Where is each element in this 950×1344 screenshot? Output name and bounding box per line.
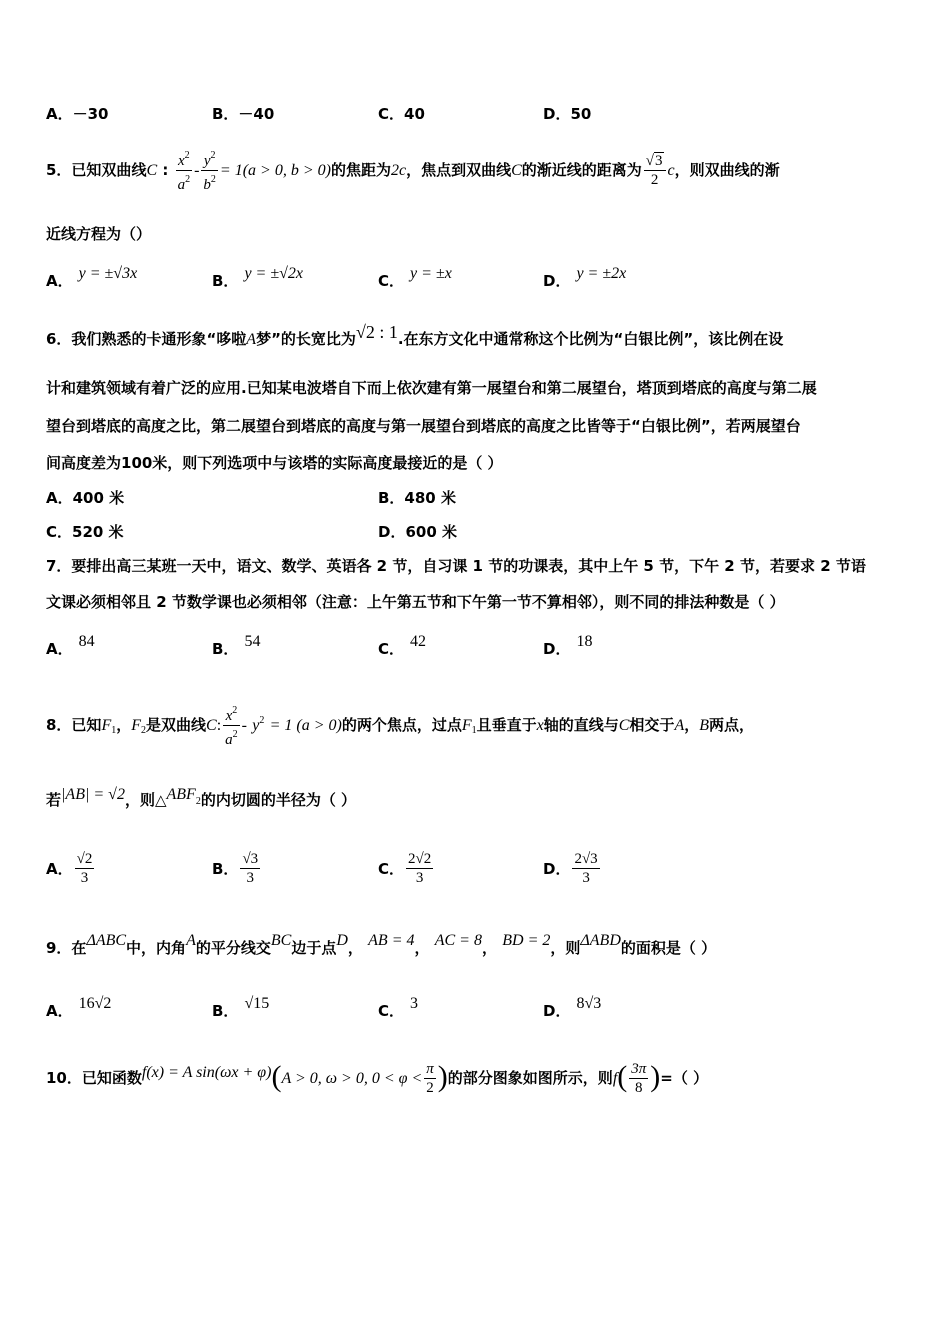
- q7-line2: 文课必须相邻且 2 节数学课也必须相邻（注意：上午第五节和下午第一节不算相邻），则不同的排法种数是（ ）: [46, 593, 785, 611]
- q4-option-d: D．50: [543, 105, 592, 123]
- q9-option-a: A． 16√2: [46, 995, 112, 1020]
- q5-option-a: A． y = ±√3x: [46, 265, 138, 290]
- q8-option-d: D． $\frac{2√3}{3}$: [543, 851, 598, 886]
- q6-option-c: C．520 米: [46, 523, 124, 541]
- q8-option-c: C． $\frac{2√2}{3}$: [378, 851, 432, 886]
- q7-option-a: A． 84: [46, 633, 95, 658]
- q6-line4: 间高度差为100米，则下列选项中与该塔的实际高度最接近的是（ ）: [46, 454, 503, 472]
- q5-frac-dist: $\frac{√3}{2}$: [644, 152, 666, 189]
- q5-t3: 的渐近线的距离为: [521, 161, 642, 179]
- q6-line2: 计和建筑领域有着广泛的应用.已知某电波塔自下而上依次建有第一展望台和第二展望台，塔顶到塔底的高度与第二展: [46, 379, 817, 397]
- q7-option-d: D． 18: [543, 633, 593, 658]
- q9-option-d: D． 8√3: [543, 995, 602, 1020]
- q10-cond: A > 0, ω > 0, 0 < φ <: [281, 1070, 423, 1087]
- q9-line1: 9．在ΔABC中，内角A的平分线交BC边于点D， AB = 4， AC = 8， BD = 2，则ΔABD的面积是（ ）: [46, 932, 717, 957]
- q6-ratio: √2 : 1: [355, 322, 398, 342]
- q6-option-d: D．600 米: [378, 523, 457, 541]
- q7-line1: 7．要排出高三某班一天中，语文、数学、英语各 2 节，自习课 1 节的功课表，其中上午 5 节，下午 2 节，若要求 2 节语: [46, 557, 866, 575]
- q6-line1: 6．我们熟悉的卡通形象“哆啦A梦”的长宽比为√2 : 1.在东方文化中通常称这个比例为“白银比例”，该比例在设: [46, 322, 784, 348]
- q5-frac-y: $\frac{y^2}{b^2}$: [201, 147, 218, 194]
- q5-t1: 的焦距为: [330, 161, 391, 179]
- q8-line1: 8．已知$F_1$，$F_2$是双曲线C: $\frac{x^2}{a^2}$ - $y^2 = 1$ (a > 0)的两个焦点，过点$F_1$且垂直于x轴的直线与C相交于A，B两点，: [46, 702, 754, 749]
- q4-option-c: C．40: [378, 105, 425, 123]
- q5-curve: C: [146, 162, 158, 179]
- q5-option-b: B． y = ±√2x: [212, 265, 303, 290]
- q9-option-c: C． 3: [378, 995, 419, 1020]
- q6-option-a: A．400 米: [46, 489, 125, 507]
- q6-line3: 望台到塔底的高度之比，第二展望台到塔底的高度与第一展望台到塔底的高度之比皆等于“白银比例”，若两展望台: [46, 417, 801, 435]
- q5-t4: ，则双曲线的渐: [674, 161, 780, 179]
- q7-option-b: B． 54: [212, 633, 261, 658]
- q8-frac: $\frac{x^2}{a^2}$: [223, 702, 240, 749]
- q10-line1: 10．已知函数f(x) = A sin(ωx + φ)(A > 0, ω > 0, 0 < φ < $\frac{\pi}{2}$ )的部分图象如图所示，则f( $\frac{3\pi}{8}$ )=（ ）: [46, 1059, 709, 1096]
- q8-option-a: A． $\frac{√2}{3}$: [46, 851, 93, 886]
- q5-line2: 近线方程为（）: [46, 225, 152, 243]
- q5-2c: 2c: [390, 162, 407, 179]
- q5-t2: ，焦点到双曲线: [406, 161, 512, 179]
- q8-line2: 若|AB| = √2，则$\triangle ABF_2$的内切圆的半径为（ ）: [46, 786, 357, 809]
- q6-option-b: B．480 米: [378, 489, 456, 507]
- q5-cond: = 1(a > 0, b > 0): [219, 162, 331, 179]
- q5-option-c: C． y = ±x: [378, 265, 452, 290]
- q10-func: f(x) = A sin(ωx + φ): [141, 1064, 272, 1081]
- q9-option-b: B． √15: [212, 995, 270, 1020]
- q5-prefix: 5．已知双曲线: [46, 161, 147, 179]
- q5-frac-x: $\frac{x^2}{a^2}$: [176, 147, 193, 194]
- q5-option-d: D． y = ±2x: [543, 265, 627, 290]
- q4-option-a: A．－30: [46, 105, 109, 123]
- q5-line1: 5．已知双曲线C : $\frac{x^2}{a^2}$ - $\frac{y^2}{b^2}$ = 1(a > 0, b > 0)的焦距为2c，焦点到双曲线C的渐近线的距离为 $\frac{√3}{2}$ c，则双曲线的渐: [46, 147, 780, 194]
- q8-option-b: B． $\frac{√3}{3}$: [212, 851, 259, 886]
- q5-curve2: C: [511, 162, 522, 179]
- q4-option-b: B．－40: [212, 105, 275, 123]
- q7-option-c: C． 42: [378, 633, 427, 658]
